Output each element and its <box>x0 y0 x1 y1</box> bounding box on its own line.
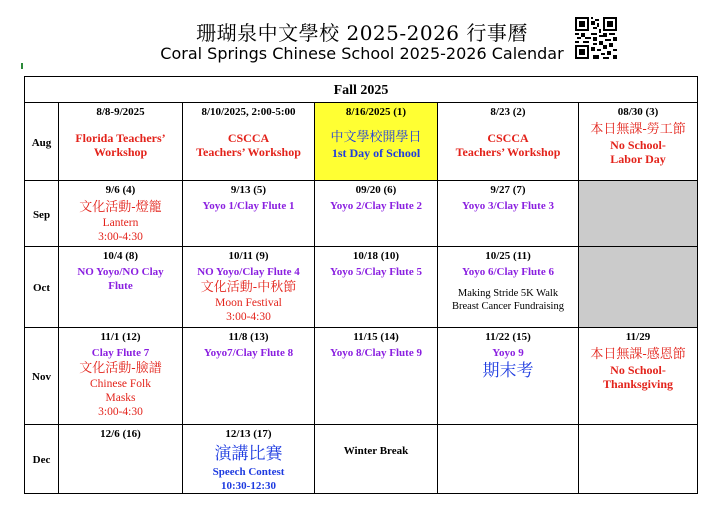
date-label: 8/8-9/2025 <box>96 106 145 118</box>
date-label: 10/18 (10) <box>352 250 400 262</box>
oct-cell-4 <box>438 247 579 328</box>
oct-cell-1 <box>59 247 183 328</box>
date-label: 10/25 (11) <box>485 250 531 262</box>
winter-break-text: Winter Break <box>343 445 409 457</box>
event-text: Florida Teachers’ <box>75 131 166 145</box>
month-label-aug: Aug <box>25 103 59 181</box>
event-text: Making Stride 5K Walk <box>457 288 559 299</box>
date-label: 10/4 (8) <box>102 250 139 262</box>
event-text: Thanksgiving <box>602 377 674 391</box>
date-label: 9/6 (4) <box>105 184 136 196</box>
dec-cell-2 <box>183 425 315 494</box>
event-time: 3:00-4:30 <box>226 311 271 323</box>
month-label-oct: Oct <box>25 247 59 328</box>
event-text: NO Yoyo/NO Clay <box>77 266 164 278</box>
event-text: Yoyo 2/Clay Flute 2 <box>330 200 422 212</box>
event-text: NO Yoyo/Clay Flute 4 <box>197 266 300 278</box>
event-text: Moon Festival <box>215 297 282 309</box>
event-text: Yoyo 1/Clay Flute 1 <box>202 200 295 212</box>
event-text: Flute <box>108 280 133 292</box>
event-text: Yoyo 5/Clay Flute 5 <box>330 266 422 278</box>
speech-contest-chinese: 演講比賽 <box>214 444 283 464</box>
event-text-chinese: 文化活動-臉譜 <box>79 361 162 376</box>
event-text: Yoyo7/Clay Flute 8 <box>203 347 294 359</box>
sep-cell-1 <box>59 181 183 247</box>
oct-cell-empty <box>579 247 698 328</box>
event-text: CSCCA <box>487 131 529 145</box>
nov-cell-4 <box>438 328 579 425</box>
calendar-title-english: Coral Springs Chinese School 2025-2026 Calendar <box>160 44 564 63</box>
calendar-table <box>24 76 698 494</box>
aug-cell-1 <box>59 103 183 181</box>
nov-cell-1 <box>59 328 183 425</box>
month-label-sep: Sep <box>25 181 59 247</box>
season-header: Fall 2025 <box>25 77 698 103</box>
sep-cell-empty <box>579 181 698 247</box>
event-text: No School- <box>610 138 666 152</box>
event-text: Chinese Folk <box>89 378 151 390</box>
event-text: Yoyo 8/Clay Flute 9 <box>330 347 422 359</box>
event-text: Labor Day <box>610 152 666 166</box>
date-label: 11/22 (15) <box>485 331 531 343</box>
aug-cell-2 <box>183 103 315 181</box>
event-text: Lantern <box>102 217 139 229</box>
event-text: Masks <box>105 392 136 404</box>
aug-cell-4 <box>438 103 579 181</box>
event-text: Teachers’ Workshop <box>455 145 561 159</box>
month-label-dec: Dec <box>25 425 59 494</box>
event-text-chinese: 本日無課-勞工節 <box>590 122 686 137</box>
date-label: 10/11 (9) <box>228 250 269 262</box>
oct-cell-3 <box>315 247 438 328</box>
qr-code-icon <box>575 17 617 59</box>
event-text: Workshop <box>93 145 148 159</box>
dec-cell-4 <box>438 425 579 494</box>
event-time: 3:00-4:30 <box>98 231 143 243</box>
date-label: 9/13 (5) <box>230 184 267 196</box>
sep-cell-2 <box>183 181 315 247</box>
event-text: Yoyo 6/Clay Flute 6 <box>462 266 554 278</box>
event-text-chinese: 中文學校開學日 <box>330 130 422 145</box>
event-text: Speech Contest <box>212 466 285 478</box>
dec-cell-5 <box>579 425 698 494</box>
month-label-nov: Nov <box>25 328 59 425</box>
date-label: 09/20 (6) <box>355 184 397 196</box>
event-time: 3:00-4:30 <box>98 406 143 418</box>
date-label: 08/30 (3) <box>617 106 659 118</box>
dec-cell-3 <box>315 425 438 494</box>
event-text: Yoyo 9 <box>492 347 524 359</box>
date-label: 8/16/2025 (1) <box>345 106 407 118</box>
nov-cell-5 <box>579 328 698 425</box>
final-exam-text: 期末考 <box>482 361 534 381</box>
date-label: 9/27 (7) <box>490 184 526 196</box>
nov-cell-2 <box>183 328 315 425</box>
nov-cell-3 <box>315 328 438 425</box>
event-text: 1st Day of School <box>331 146 421 160</box>
oct-cell-2 <box>183 247 315 328</box>
date-label: 12/6 (16) <box>100 428 141 440</box>
date-label: 11/8 (13) <box>228 331 269 343</box>
event-text-chinese: 文化活動-中秋節 <box>200 280 297 295</box>
aug-cell-5 <box>579 103 698 181</box>
date-label: 11/29 <box>625 331 651 343</box>
event-text: Clay Flute 7 <box>91 347 150 359</box>
event-time: 10:30-12:30 <box>221 480 276 492</box>
event-text: CSCCA <box>227 131 270 145</box>
event-text-chinese: 本日無課-感恩節 <box>590 347 686 362</box>
event-text: Breast Cancer Fundraising <box>452 301 564 312</box>
sep-cell-3 <box>315 181 438 247</box>
event-text-chinese: 文化活動-燈籠 <box>79 200 162 215</box>
event-text: No School- <box>610 363 666 377</box>
date-label: 12/13 (17) <box>225 428 272 440</box>
event-text: Yoyo 3/Clay Flute 3 <box>462 200 554 212</box>
event-text: Teachers’ Workshop <box>196 145 301 159</box>
calendar-title-chinese: 珊瑚泉中文學校 2025-2026 行事曆 <box>196 21 528 45</box>
aug-cell-first-day <box>315 103 438 181</box>
date-label: 8/23 (2) <box>490 106 526 118</box>
date-label: 11/15 (14) <box>353 331 399 343</box>
sep-cell-4 <box>438 181 579 247</box>
margin-marker <box>21 63 23 69</box>
date-label: 8/10/2025, 2:00-5:00 <box>201 106 296 118</box>
date-label: 11/1 (12) <box>100 331 141 343</box>
dec-cell-1 <box>59 425 183 494</box>
